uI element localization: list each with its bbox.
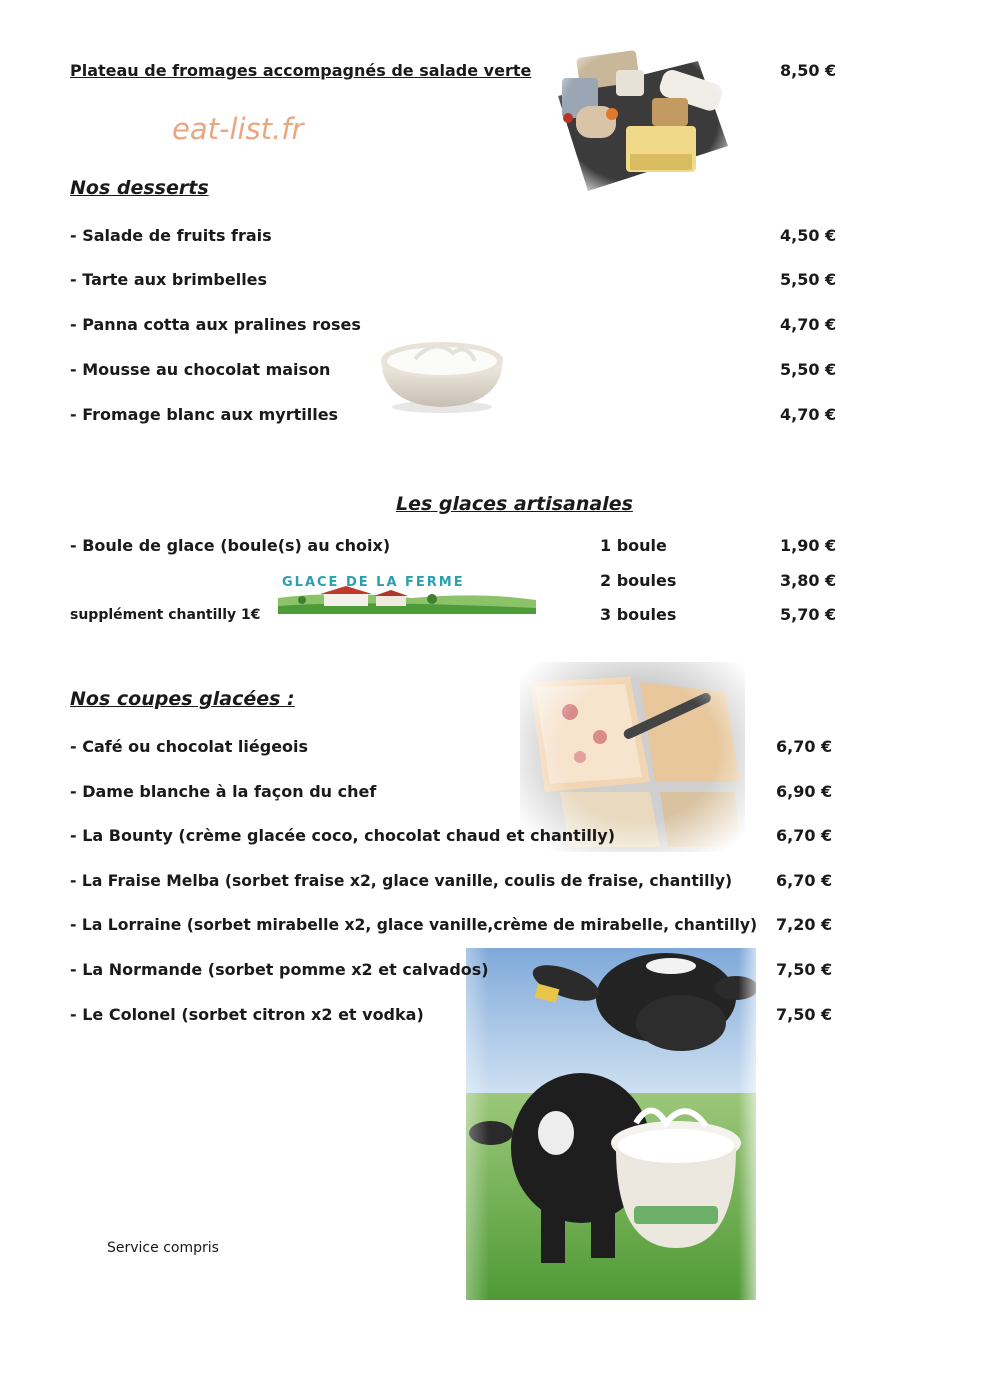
glace-option-qty: 1 boule	[600, 536, 667, 555]
coupe-item-price: 6,70 €	[776, 737, 833, 756]
desserts-heading: Nos desserts	[70, 177, 209, 199]
glace-item-label: - Boule de glace (boule(s) au choix)	[70, 536, 391, 555]
dessert-item-price: 5,50 €	[780, 360, 837, 379]
glace-option-price: 5,70 €	[780, 605, 837, 624]
dessert-item-label: - Mousse au chocolat maison	[70, 360, 331, 379]
cheese-platter-image	[548, 36, 733, 196]
glace-option-qty: 2 boules	[600, 571, 677, 590]
coupe-item-label: - La Lorraine (sorbet mirabelle x2, glace vanille,crème de mirabelle, chantilly)	[70, 916, 758, 934]
glace-option-price: 3,80 €	[780, 571, 837, 590]
logo-text: GLACE DE LA FERME	[282, 575, 465, 590]
glace-de-la-ferme-logo	[272, 572, 542, 620]
glaces-heading: Les glaces artisanales	[396, 493, 633, 515]
fromage-blanc-bowl-image	[375, 325, 510, 420]
coupe-item-label: - La Normande (sorbet pomme x2 et calvados)	[70, 960, 489, 979]
coupes-heading: Nos coupes glacées :	[70, 688, 295, 710]
cheese-plate-label: Plateau de fromages accompagnés de salade verte	[70, 61, 532, 80]
coupe-item-label: - La Fraise Melba (sorbet fraise x2, glace vanille, coulis de fraise, chantilly)	[70, 872, 733, 890]
cheese-plate-price: 8,50 €	[780, 61, 837, 80]
dessert-item-label: - Tarte aux brimbelles	[70, 270, 268, 289]
dessert-item-label: - Panna cotta aux pralines roses	[70, 315, 361, 334]
glace-option-qty: 3 boules	[600, 605, 677, 624]
cow-with-milk-image	[466, 948, 756, 1300]
watermark-text: eat-list.fr	[172, 112, 304, 146]
coupe-item-price: 6,90 €	[776, 782, 833, 801]
coupe-item-label: - Dame blanche à la façon du chef	[70, 782, 377, 801]
dessert-item-label: - Salade de fruits frais	[70, 226, 272, 245]
dessert-item-price: 5,50 €	[780, 270, 837, 289]
dessert-item-price: 4,70 €	[780, 315, 837, 334]
coupe-item-price: 6,70 €	[776, 826, 833, 845]
dessert-item-price: 4,70 €	[780, 405, 837, 424]
coupe-item-label: - Café ou chocolat liégeois	[70, 737, 309, 756]
coupe-item-label: - La Bounty (crème glacée coco, chocolat chaud et chantilly)	[70, 826, 616, 845]
chantilly-supplement: supplément chantilly 1€	[70, 607, 261, 623]
dessert-item-label: - Fromage blanc aux myrtilles	[70, 405, 339, 424]
coupe-item-price: 7,50 €	[776, 1005, 833, 1024]
coupe-item-label: - Le Colonel (sorbet citron x2 et vodka)	[70, 1005, 424, 1024]
service-compris-note: Service compris	[107, 1240, 219, 1256]
coupe-item-price: 7,50 €	[776, 960, 833, 979]
dessert-item-price: 4,50 €	[780, 226, 837, 245]
coupe-item-price: 6,70 €	[776, 871, 833, 890]
glace-option-price: 1,90 €	[780, 536, 837, 555]
coupe-item-price: 7,20 €	[776, 915, 833, 934]
